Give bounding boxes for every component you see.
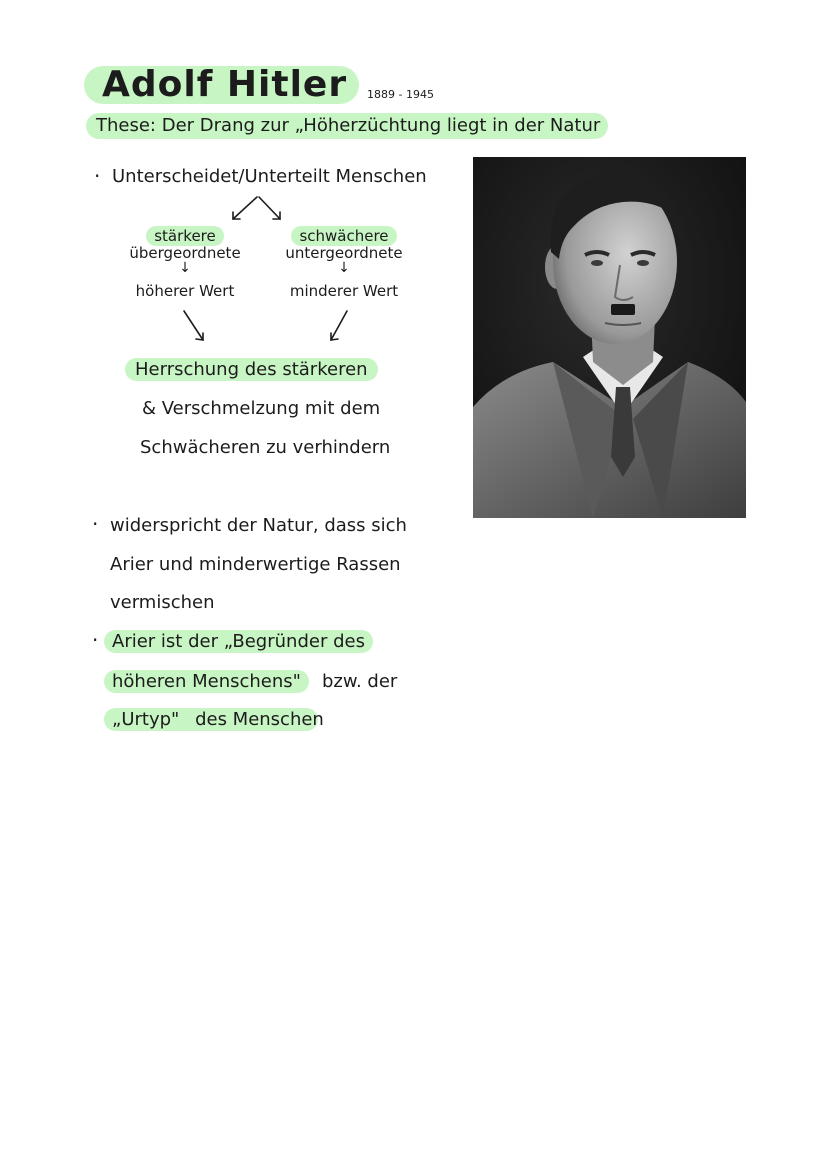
result-line-3: Schwächeren zu verhindern: [140, 437, 391, 458]
arrow-down-right: ↓: [338, 260, 350, 276]
life-years: 1889 - 1945: [367, 88, 434, 101]
label-uebergeordnete: übergeordnete: [129, 244, 241, 262]
section2-line-2: Arier und minderwertige Rassen: [110, 554, 401, 575]
portrait-photo: [473, 157, 746, 518]
result-line-1: Herrschung des stärkeren: [125, 358, 378, 381]
branch-right: [272, 226, 416, 300]
bullet-2: ·: [92, 512, 99, 536]
arrow-down-left: ↓: [179, 260, 191, 276]
section2-line-3: vermischen: [110, 592, 215, 613]
bullet-3: ·: [92, 628, 99, 652]
section3-line-3b: des Menschen: [195, 709, 324, 730]
section3-line-3a: „Urtyp": [112, 709, 180, 730]
result-line-2: & Verschmelzung mit dem: [142, 398, 381, 419]
thesis-line: These: Der Drang zur „Höherzüchtung liegt in der Natur: [86, 113, 608, 139]
section3-line-2b: bzw. der: [322, 671, 398, 692]
bullet-1: ·: [94, 164, 101, 188]
section2-line-1: widerspricht der Natur, dass sich: [110, 515, 407, 536]
portrait-illustration: [473, 157, 746, 518]
label-untergeordnete: untergeordnete: [285, 244, 403, 262]
section3-line-1: Arier ist der „Begründer des: [104, 630, 373, 653]
section3-line-3: [104, 708, 324, 731]
section3-line-2a: höheren Menschens": [104, 670, 309, 693]
label-staerkere: stärkere: [146, 226, 224, 246]
label-minderer-wert: minderer Wert: [289, 282, 399, 300]
label-schwaechere: schwächere: [291, 226, 396, 246]
label-hoeherer-wert: höherer Wert: [135, 282, 235, 300]
page-title: Adolf Hitler: [84, 66, 359, 104]
branch-left: [118, 226, 252, 300]
section1-heading: Unterscheidet/Unterteilt Menschen: [112, 166, 427, 187]
